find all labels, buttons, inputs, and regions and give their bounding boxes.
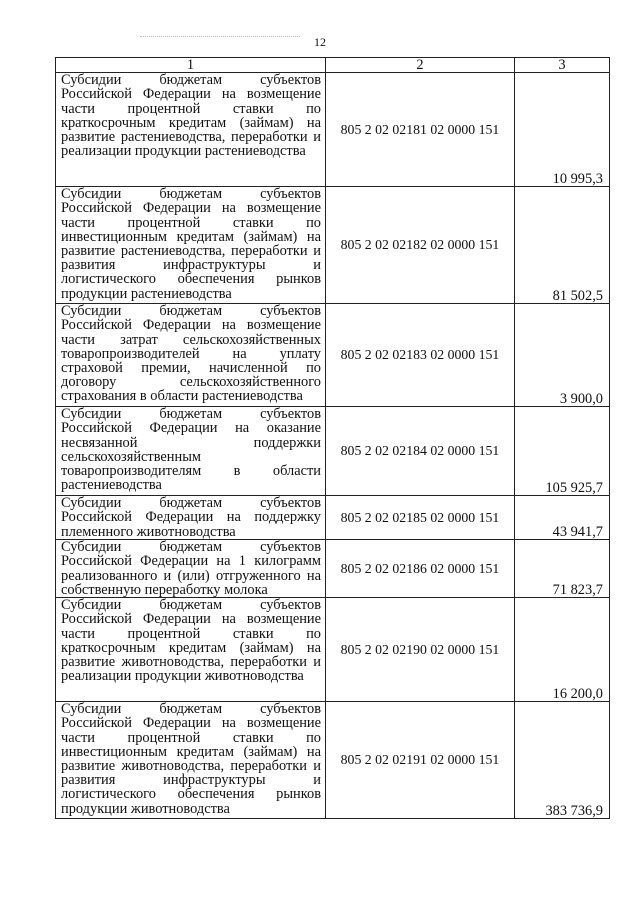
page-number: 12: [314, 35, 326, 49]
row-description: Субсидии бюджетам субъектов Российской Федерации на 1 килограмм реализованного и (или) отгруженного на собственную переработку молока: [56, 540, 326, 598]
row-description: Субсидии бюджетам субъектов Российской Федерации на поддержку племенного животноводства: [56, 496, 326, 540]
row-description: Субсидии бюджетам субъектов Российской Федерации на возмещение части процентной ставки по инвестиционным кредитам (займам) на развитие растениеводства, переработки и развития инфраструктуры и логистического обеспечения рынков продукции растениеводства: [56, 187, 326, 304]
table-row: [56, 304, 610, 407]
row-description: Субсидии бюджетам субъектов Российской Федерации на возмещение части процентной ставки по краткосрочным кредитам (займам) на развитие животноводства, переработки и реализации продукции животноводства: [56, 598, 326, 702]
row-amount: 71 823,7: [515, 540, 610, 598]
table-row: [56, 540, 610, 598]
row-amount: 43 941,7: [515, 496, 610, 540]
row-description: Субсидии бюджетам субъектов Российской Федерации на возмещение части процентной ставки по краткосрочным кредитам (займам) на развитие растениеводства, переработки и реализации продукции растениеводства: [56, 73, 326, 187]
row-description: Субсидии бюджетам субъектов Российской Федерации на возмещение части затрат сельскохозяйственных товаропроизводителей на уплату страховой премии, начисленной по договору сельскохозяйственного страхования в области растениеводства: [56, 304, 326, 407]
table-header-row: [56, 58, 610, 73]
row-amount: 3 900,0: [515, 304, 610, 407]
row-amount: 81 502,5: [515, 187, 610, 304]
column-header-2: 2: [326, 58, 515, 73]
column-header-1: 1: [56, 58, 326, 73]
row-code: 805 2 02 02184 02 0000 151: [326, 407, 515, 496]
table-row: [56, 496, 610, 540]
row-code: 805 2 02 02182 02 0000 151: [326, 187, 515, 304]
row-amount: 105 925,7: [515, 407, 610, 496]
column-header-3: 3: [515, 58, 610, 73]
row-code: 805 2 02 02190 02 0000 151: [326, 598, 515, 702]
row-code: 805 2 02 02185 02 0000 151: [326, 496, 515, 540]
row-amount: 383 736,9: [515, 702, 610, 819]
table-row: [56, 407, 610, 496]
table-row: [56, 187, 610, 304]
row-description: Субсидии бюджетам субъектов Российской Федерации на возмещение части процентной ставки по инвестиционным кредитам (займам) на развитие животноводства, переработки и развития инфраструктуры и логистического обеспечения рынков продукции животноводства: [56, 702, 326, 819]
table-row: [56, 73, 610, 187]
row-code: 805 2 02 02183 02 0000 151: [326, 304, 515, 407]
row-code: 805 2 02 02181 02 0000 151: [326, 73, 515, 187]
row-description: Субсидии бюджетам субъектов Российской Федерации на оказание несвязанной поддержки сельскохозяйственным товаропроизводителям в области растениеводства: [56, 407, 326, 496]
row-amount: 16 200,0: [515, 598, 610, 702]
row-amount: 10 995,3: [515, 73, 610, 187]
row-code: 805 2 02 02191 02 0000 151: [326, 702, 515, 819]
row-code: 805 2 02 02186 02 0000 151: [326, 540, 515, 598]
table-row: [56, 598, 610, 702]
table-row: [56, 702, 610, 819]
budget-table: [55, 57, 610, 819]
